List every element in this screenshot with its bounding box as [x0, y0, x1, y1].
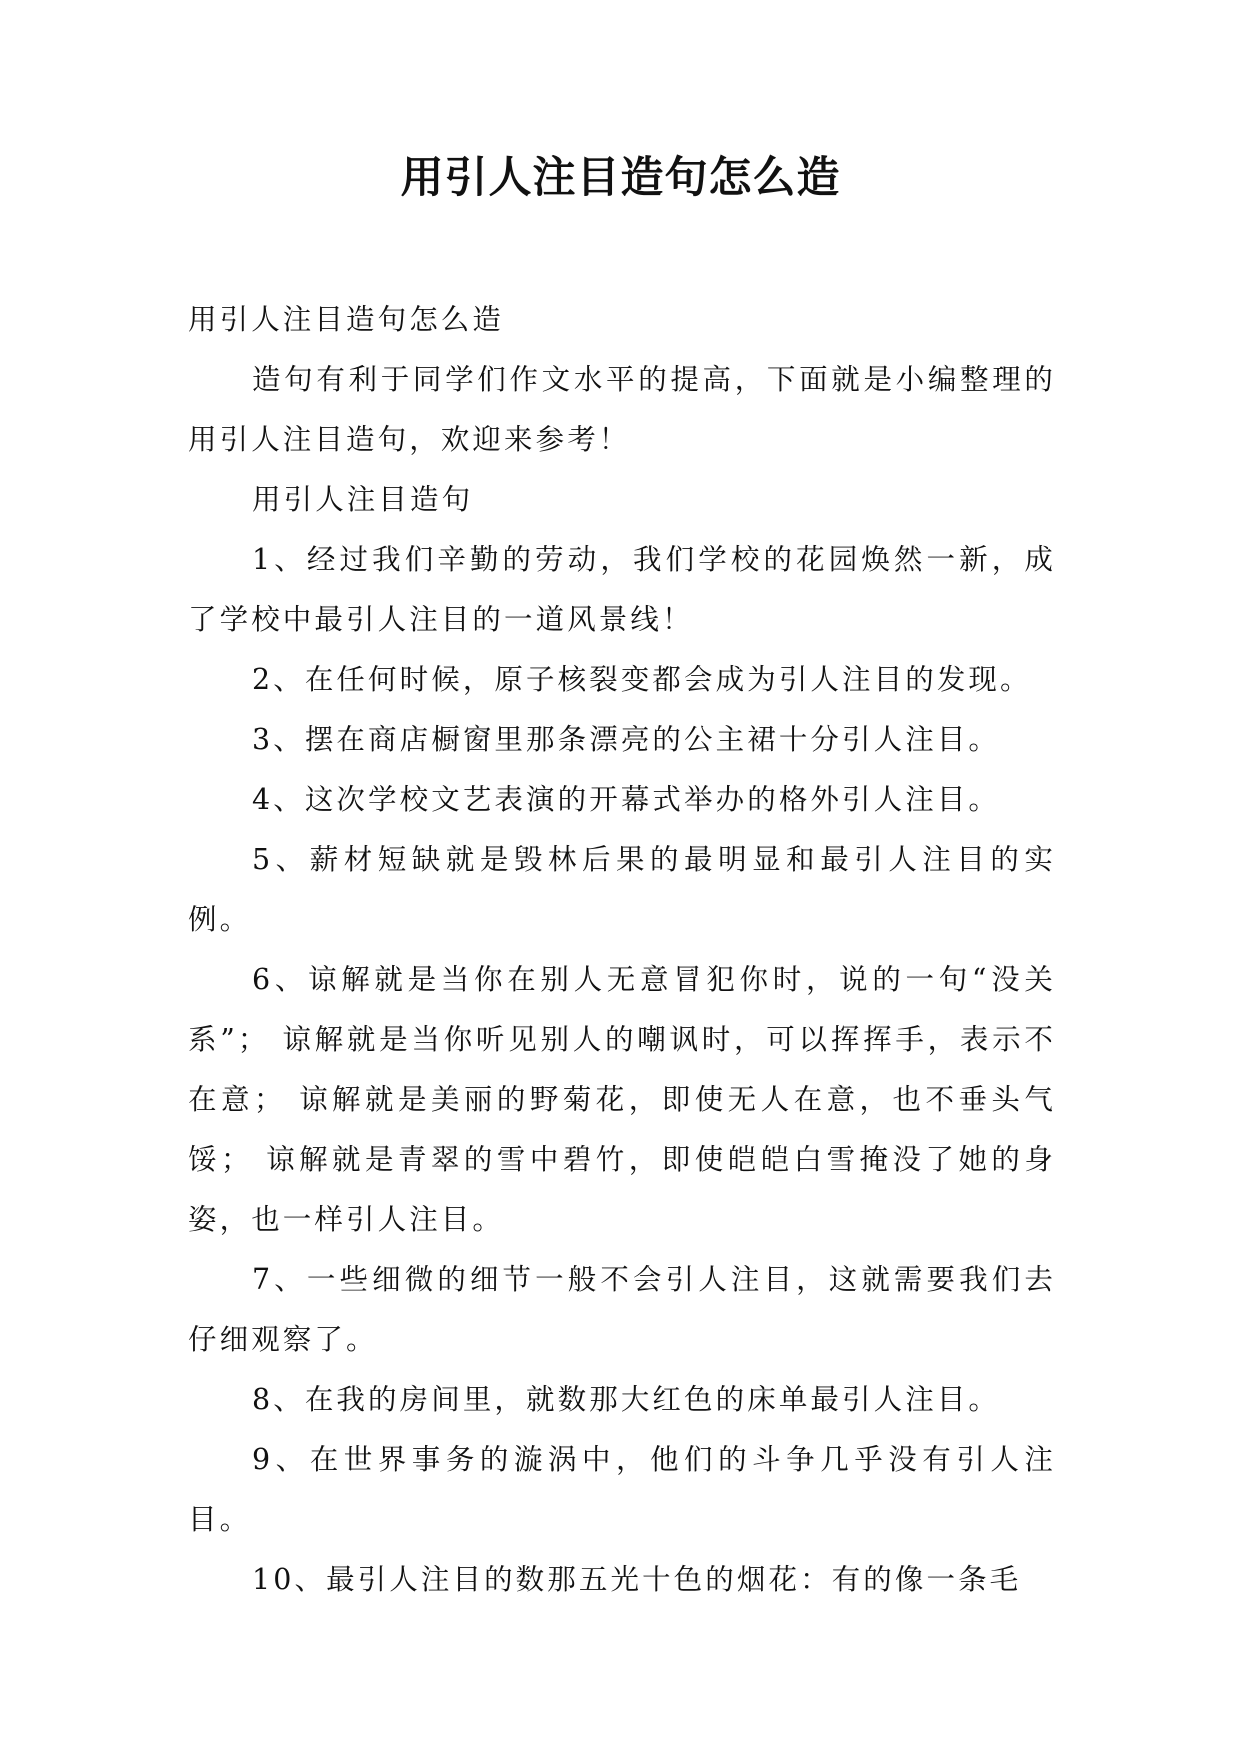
- example-sentence-1: 1、经过我们辛勤的劳动，我们学校的花园焕然一新，成了学校中最引人注目的一道风景线！: [188, 543, 1056, 636]
- intro-paragraph: 造句有利于同学们作文水平的提高，下面就是小编整理的用引人注目造句，欢迎来参考！: [188, 363, 1056, 456]
- example-sentence-8: 8、在我的房间里，就数那大红色的床单最引人注目。: [252, 1383, 1001, 1416]
- subtitle-line: 用引人注目造句怎么造: [188, 303, 505, 336]
- example-sentence-5: 5、薪材短缺就是毁林后果的最明显和最引人注目的实例。: [188, 843, 1056, 936]
- example-sentence-2: 2、在任何时候，原子核裂变都会成为引人注目的发现。: [252, 663, 1032, 696]
- example-sentence-10: 10、最引人注目的数那五光十色的烟花：有的像一条毛: [252, 1563, 1022, 1596]
- example-sentence-4: 4、这次学校文艺表演的开幕式举办的格外引人注目。: [252, 783, 1001, 816]
- example-sentence-3: 3、摆在商店橱窗里那条漂亮的公主裙十分引人注目。: [252, 723, 1001, 756]
- example-sentence-7: 7、一些细微的细节一般不会引人注目，这就需要我们去仔细观察了。: [188, 1263, 1056, 1356]
- section-heading: 用引人注目造句: [252, 483, 474, 516]
- example-sentence-9: 9、在世界事务的漩涡中，他们的斗争几乎没有引人注目。: [188, 1443, 1056, 1536]
- document-title: 用引人注目造句怎么造: [400, 153, 841, 203]
- document-body: [188, 290, 1056, 1610]
- example-sentence-6: 6、谅解就是当你在别人无意冒犯你时，说的一句“没关系”； 谅解就是当你听见别人的嘲讽时，可以挥挥手，表示不在意； 谅解就是美丽的野菊花，即使无人在意，也不垂头气馁； 谅解就是青翠的雪中碧竹，即使皑皑白雪掩没了她的身姿，也一样引人注目。: [188, 963, 1056, 1236]
